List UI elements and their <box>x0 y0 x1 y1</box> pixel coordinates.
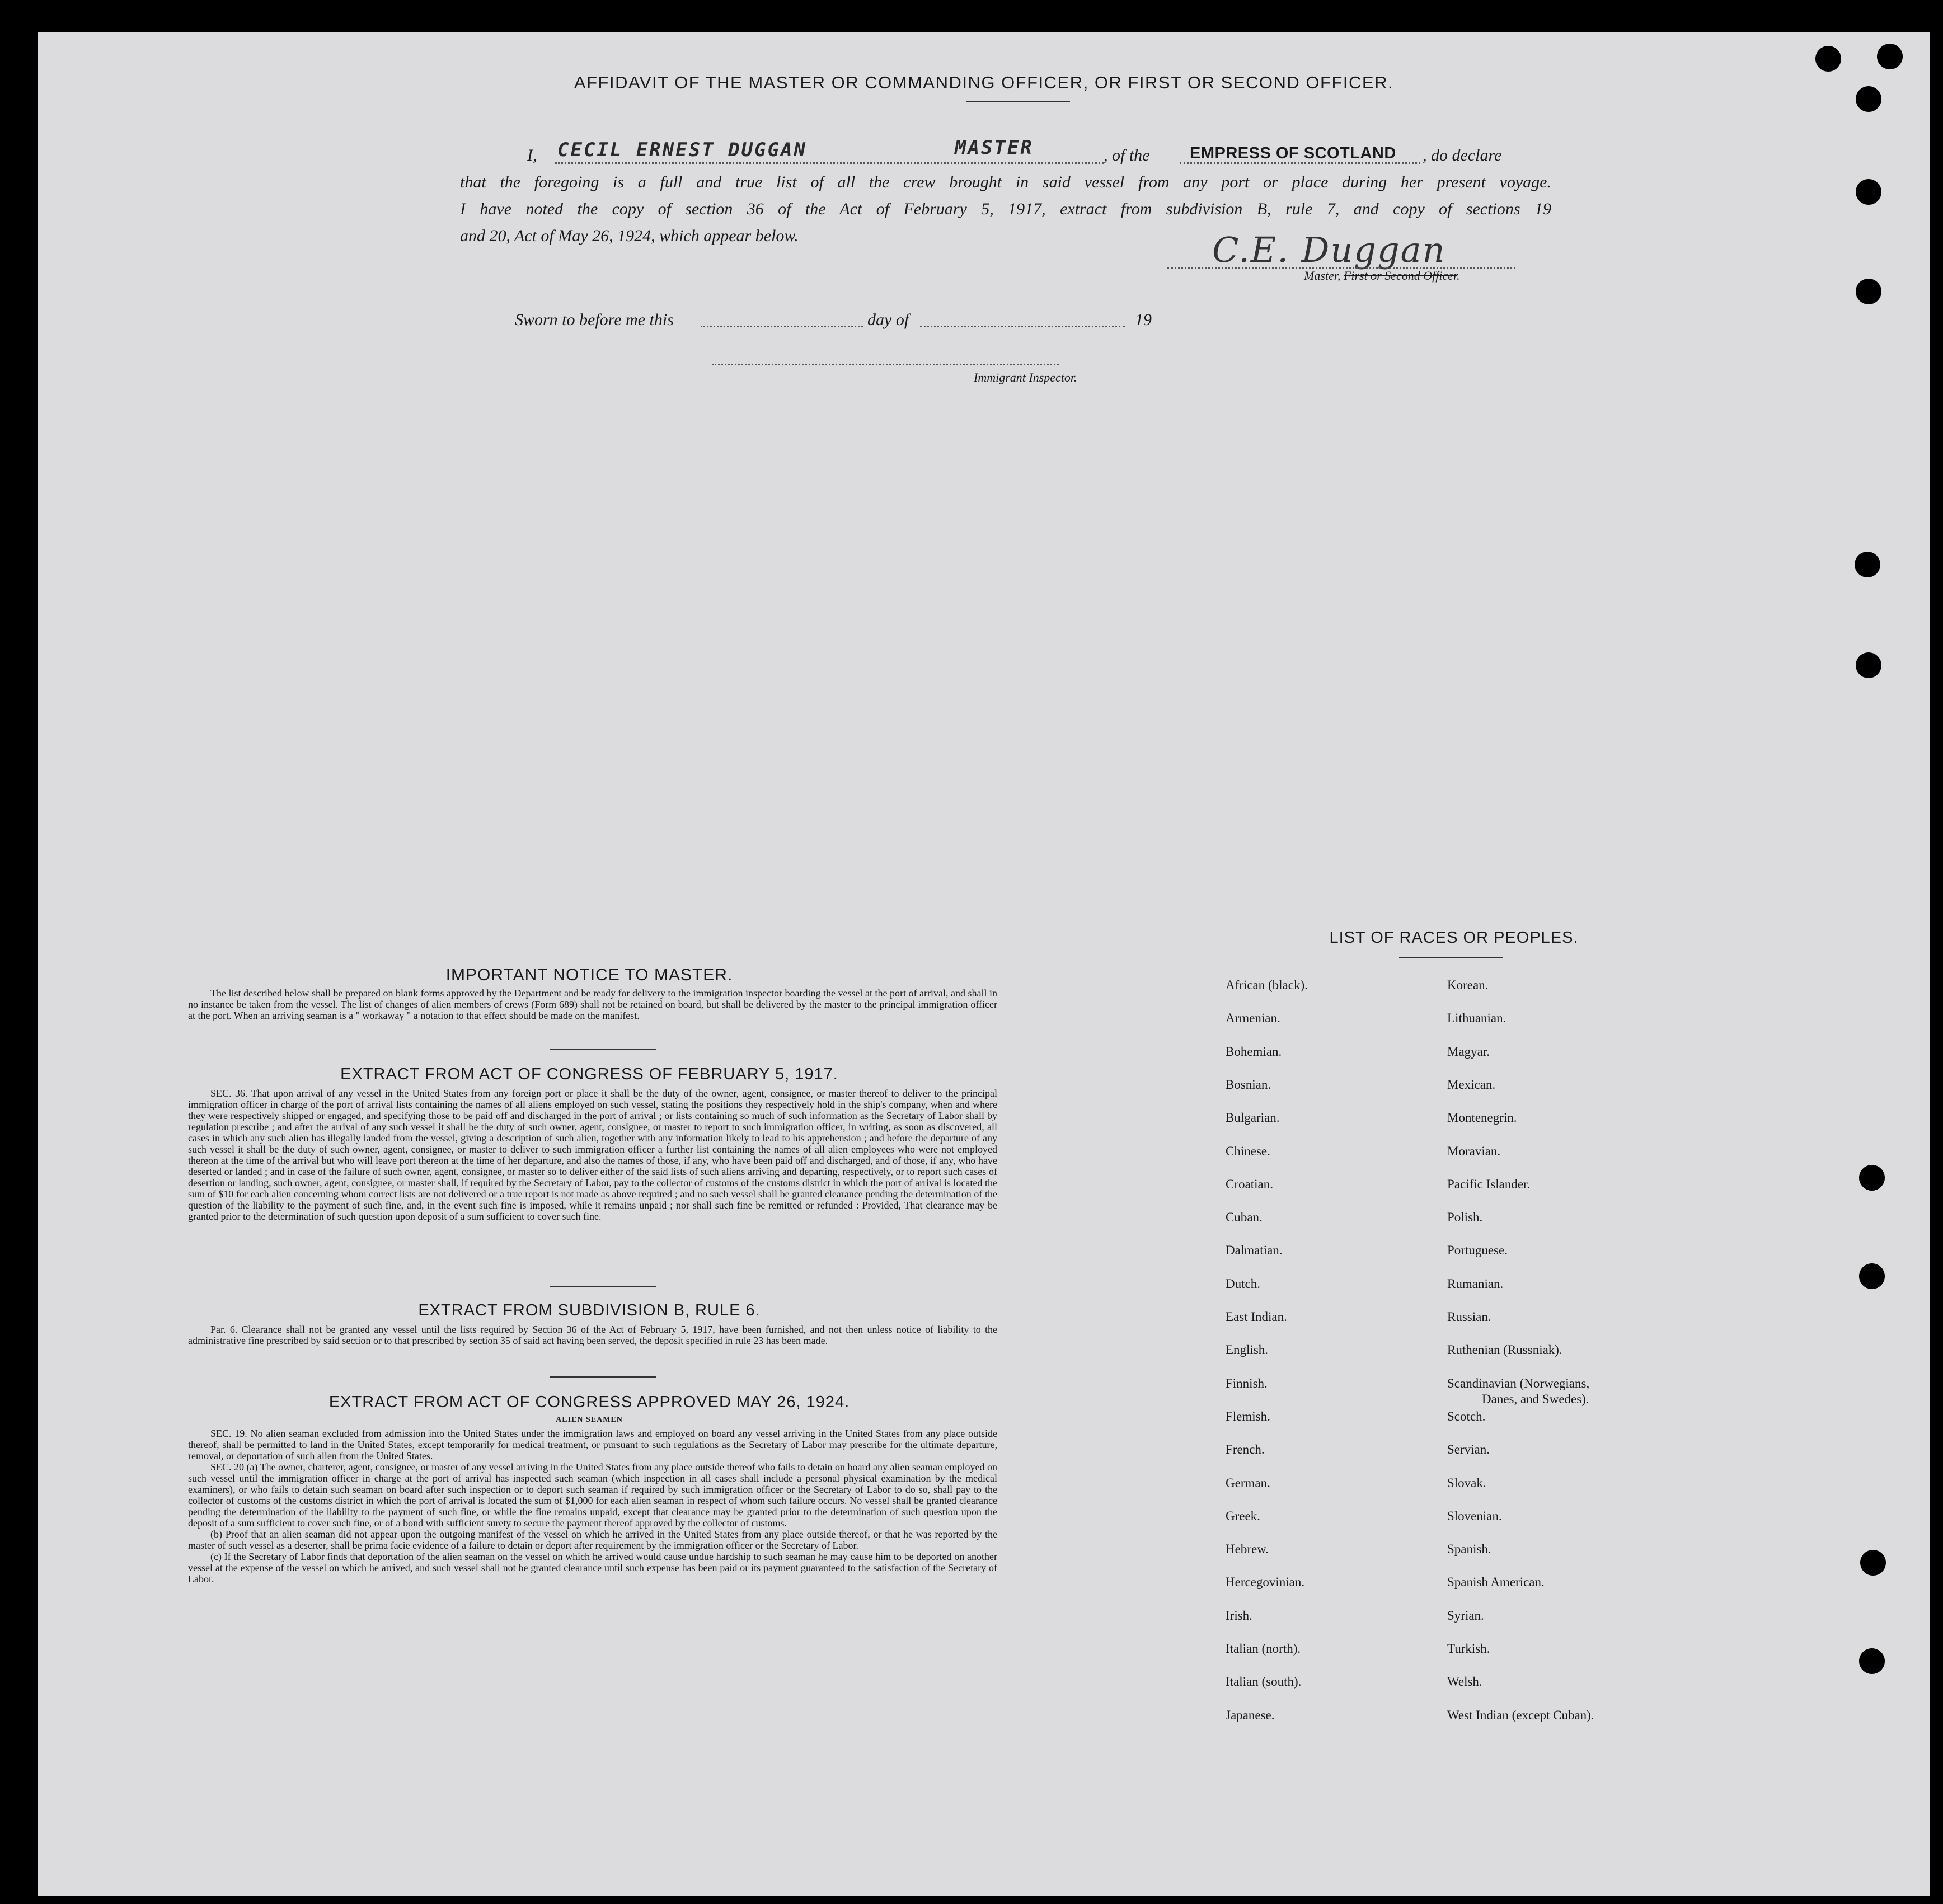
document-page <box>38 32 1930 1896</box>
name-underline <box>555 162 1104 164</box>
caption-end: . <box>1457 269 1460 283</box>
rank-field[interactable]: MASTER <box>955 137 1034 159</box>
race-item: Cuban. <box>1226 1210 1263 1224</box>
inspector-caption: Immigrant Inspector. <box>974 370 1077 384</box>
affidavit-line-4: and 20, Act of May 26, 1924, which appear below. <box>460 227 799 245</box>
extract-rule-text: Par. 6. Clearance shall not be granted any vessel until the lists required by Section 36 of the Act of February 5, 1917, have been furnished, and not then unless notice of liability to the administrative fine prescribed by said section or to that prescribed by section 35 of said act having been served, the deposit specified in rule 23 has been made. <box>188 1324 997 1346</box>
race-item: Moravian. <box>1447 1144 1501 1158</box>
master-name-field[interactable]: CECIL ERNEST DUGGAN <box>557 139 807 161</box>
punch-hole <box>1856 279 1881 304</box>
race-item: Armenian. <box>1226 1011 1280 1025</box>
inspector-signature-line[interactable] <box>712 364 1059 365</box>
race-item: Magyar. <box>1447 1045 1490 1059</box>
race-item: Servian. <box>1447 1442 1490 1456</box>
race-item: Portuguese. <box>1447 1243 1508 1257</box>
race-item: Welsh. <box>1447 1675 1482 1689</box>
race-item: Polish. <box>1447 1210 1483 1224</box>
race-item: Scandinavian (Norwegians, <box>1447 1376 1590 1390</box>
race-item: Turkish. <box>1447 1642 1490 1656</box>
race-item: Syrian. <box>1447 1609 1484 1623</box>
punch-hole <box>1859 1263 1885 1289</box>
punch-hole <box>1860 1550 1886 1576</box>
race-item: Greek. <box>1226 1509 1260 1523</box>
affidavit-title: AFFIDAVIT OF THE MASTER OR COMMANDING OFFICER, OR FIRST OR SECOND OFFICER. <box>574 73 1394 92</box>
race-item: Mexican. <box>1447 1078 1496 1092</box>
extract-1917-title: EXTRACT FROM ACT OF CONGRESS OF FEBRUARY 5, 1917. <box>340 1065 838 1083</box>
vessel-underline <box>1180 162 1420 164</box>
race-item: Japanese. <box>1226 1708 1275 1722</box>
punch-hole <box>1815 46 1841 72</box>
race-item: Ruthenian (Russniak). <box>1447 1343 1562 1357</box>
race-item: Bosnian. <box>1226 1078 1271 1092</box>
races-title: LIST OF RACES OR PEOPLES. <box>1329 929 1579 947</box>
vessel-field[interactable]: EMPRESS OF SCOTLAND <box>1190 144 1396 162</box>
race-item: Italian (north). <box>1226 1642 1301 1656</box>
master-signature: C.E. Duggan <box>1212 229 1446 270</box>
races-rule <box>1399 957 1503 958</box>
race-item: Chinese. <box>1226 1144 1270 1158</box>
race-item: Spanish. <box>1447 1542 1491 1556</box>
race-item: Irish. <box>1226 1609 1252 1623</box>
title-rule <box>966 101 1070 102</box>
extract-1924-text <box>188 1428 997 1585</box>
sworn-day-of: day of <box>867 311 909 329</box>
race-item: African (black). <box>1226 978 1308 992</box>
extract-1917-text: SEC. 36. That upon arrival of any vessel in the United States from any foreign port or place it shall be the duty of the owner, agent, consignee, or master thereof to deliver to the principal immigration officer in charge of the port of arrival lists containing the names of all aliens employed on such vessel, stating the positions they respectively hold in the ship's company, when and where they were respectively shipped or engaged, and specifying those to be paid off and discharged in the port of arrival ; or lists containing so much of such information as the Secretary of Labor shall by regulation prescribe ; and after the arrival of any such vessel it shall be the duty of such owner, agent, consignee, or master to report to such immigration officer, in writing, as soon as discovered, all cases in which any such alien has illegally landed from the vessel, giving a description of such alien, together with any information likely to lead to his apprehension ; and before the departure of any such vessel it shall be the duty of such owner, agent, consignee, or master to deliver to such immigration officer a further list containing the names of all alien employees who were not employed thereon at the time of the arrival but who will leave port thereon at the time of her departure, and also the names of those, if any, who have been paid off and discharged, and of those, if any, who have deserted or landed ; and in case of the failure of such owner, agent, consignee, or master so to deliver either of the said lists of such aliens arriving and departing, respectively, or to report such cases of desertion or landing, such owner, agent, consignee, or master shall, if required by the Secretary of Labor, pay to the collector of customs of the customs district in which the port of arrival is located the sum of $10 for each alien concerning whom correct lists are not delivered or a true report is not made as above required ; and no such vessel shall be granted clearance pending the determination of the question of the liability to the payment of such fine, and, in the event such fine is imposed, while it remains unpaid ; nor shall such fine be remitted or refunded : Provided, That clearance may be granted prior to the determination of such question upon deposit of a sum sufficient to cover such fine. <box>188 1088 997 1222</box>
affidavit-line-2: that the foregoing is a full and true list of all the crew brought in said vessel from any port or place during her present voyage. <box>460 173 1551 191</box>
race-item: English. <box>1226 1343 1269 1357</box>
punch-hole <box>1856 86 1881 112</box>
punch-hole <box>1877 44 1903 69</box>
notice-text: The list described below shall be prepared on blank forms approved by the Department and be ready for delivery to the immigration inspector boarding the vessel at the port of arrival, and shall in no instance be taken from the vessel. The list of changes of alien members of crews (Form 689) shall not be retained on board, but shall be delivered by the master to the principal immigration officer at the port. When an arriving seaman is a " workaway " a notation to that effect should be made on the manifest. <box>188 988 997 1021</box>
race-item: Pacific Islander. <box>1447 1177 1531 1191</box>
extract-1924-title: EXTRACT FROM ACT OF CONGRESS APPROVED MAY 26, 1924. <box>328 1393 850 1411</box>
race-item: Dutch. <box>1226 1277 1260 1291</box>
caption-master: Master, <box>1304 269 1341 283</box>
sworn-year: 19 <box>1135 311 1152 329</box>
race-item: West Indian (except Cuban). <box>1447 1708 1594 1722</box>
race-item: Croatian. <box>1226 1177 1273 1191</box>
race-item: Rumanian. <box>1447 1277 1504 1291</box>
race-item: French. <box>1226 1442 1265 1456</box>
punch-hole <box>1855 552 1880 577</box>
race-item: Lithuanian. <box>1447 1011 1506 1025</box>
race-item: Scotch. <box>1447 1409 1486 1423</box>
race-item-wrap: Danes, and Swedes). <box>1482 1392 1589 1406</box>
race-item: Bulgarian. <box>1226 1111 1280 1125</box>
punch-hole <box>1859 1648 1885 1674</box>
affidavit-line-3: I have noted the copy of section 36 of the Act of February 5, 1917, extract from subdivision B, rule 7, and copy of sections 19 <box>460 200 1551 218</box>
sec-20a-text: SEC. 20 (a) The owner, charterer, agent, consignee, or master of any vessel arriving in the United States from any place outside thereof who fails to detain on board any alien seaman employed on such vessel until the immigration officer in charge at the port of arrival has inspected such seaman (which inspection in all cases shall include a personal physical examination by the medical examiners), or who fails to detain such seaman on board after such inspection or to deport such seaman if required by such immigration officer or the Secretary of Labor to do so, shall pay to the collector of customs of the customs district in which the port of arrival is located the sum of $1,000 for each alien seaman in respect of whom such failure occurs. No vessel shall be granted clearance pending the determination of the liability to the payment of such fine, or while the fine remains unpaid, except that clearance may be granted prior to the determination of such question upon the deposit of a sum sufficient to cover such fine, or of a bond with sufficient surety to secure the payment thereof approved by the collector of customs. <box>188 1461 997 1529</box>
sec-20b-text: (b) Proof that an alien seaman did not appear upon the outgoing manifest of the vessel on which he arrived in the United States from any place outside thereof, or that he was reported by the master of such vessel as a deserter, shall be prima facie evidence of a failure to detain or deport after requirement by the immigration officer or the Secretary of Labor. <box>188 1529 997 1551</box>
signature-caption <box>1304 267 1460 284</box>
sec-19-text: SEC. 19. No alien seaman excluded from admission into the United States under the immigration laws and employed on board any vessel arriving in the United States from any place outside thereof, shall be permitted to land in the United States, except temporarily for medical treatment, or pursuant to such regulations as the Secretary of Labor may prescribe for the ultimate departure, removal, or deportation of such alien from the United States. <box>188 1428 997 1461</box>
race-item: Dalmatian. <box>1226 1243 1283 1257</box>
race-item: Montenegrin. <box>1447 1111 1517 1125</box>
do-declare-text: , do declare <box>1423 146 1502 164</box>
race-item: Bohemian. <box>1226 1045 1282 1059</box>
punch-hole <box>1856 652 1881 678</box>
race-item: Slovak. <box>1447 1476 1486 1490</box>
sworn-day-field[interactable] <box>701 326 863 327</box>
notice-title: IMPORTANT NOTICE TO MASTER. <box>445 966 733 984</box>
extract-1917-rule <box>550 1286 656 1287</box>
caption-struck-officer: First or Second Officer <box>1343 269 1457 283</box>
race-item: Korean. <box>1447 978 1489 992</box>
extract-rule-rule <box>550 1376 656 1378</box>
race-item: Flemish. <box>1226 1409 1270 1423</box>
race-item: Russian. <box>1447 1310 1491 1324</box>
notice-rule <box>550 1049 656 1050</box>
race-item: Spanish American. <box>1447 1575 1545 1589</box>
race-item: Finnish. <box>1226 1376 1268 1390</box>
i-prefix: I, <box>527 146 537 164</box>
race-item: East Indian. <box>1226 1310 1287 1324</box>
punch-hole <box>1856 179 1881 205</box>
race-item: Hercegovinian. <box>1226 1575 1305 1589</box>
alien-seamen-subtitle: ALIEN SEAMEN <box>556 1416 623 1424</box>
punch-hole <box>1859 1165 1885 1191</box>
sec-20c-text: (c) If the Secretary of Labor finds that deportation of the alien seaman on the vessel on which he arrived would cause undue hardship to such seaman he may cause him to be deported on another vessel at the expense of the vessel on which he arrived, and such vessel shall not be granted clearance until such expense has been paid or its payment guaranteed to the satisfaction of the Secretary of Labor. <box>188 1551 997 1585</box>
sworn-prefix: Sworn to before me this <box>515 311 674 329</box>
race-item: Hebrew. <box>1226 1542 1269 1556</box>
race-item: Italian (south). <box>1226 1675 1302 1689</box>
sworn-month-field[interactable] <box>920 326 1125 327</box>
race-item: German. <box>1226 1476 1270 1490</box>
race-item: Slovenian. <box>1447 1509 1502 1523</box>
of-the-text: , of the <box>1104 146 1150 164</box>
extract-rule-title: EXTRACT FROM SUBDIVISION B, RULE 6. <box>418 1301 761 1319</box>
